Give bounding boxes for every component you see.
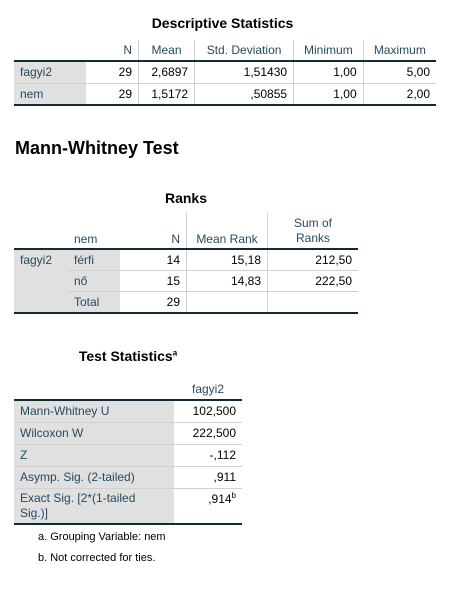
cell-n: 29 [166,294,180,309]
row-label: nem [14,83,86,105]
table-row [14,422,242,444]
table-row [14,61,436,83]
table-row [14,466,242,488]
row-label: Z [14,444,174,466]
col-sum-of-ranks [268,213,359,249]
ranks-title: Ranks [164,190,208,206]
row-variable: fagyi2 [14,249,68,313]
table-row [14,83,436,105]
row-label-line2: Sig.)] [20,505,49,520]
cell-mean-rank: 14,83 [187,270,268,291]
cell-value [174,488,242,524]
col-mean: Mean [139,40,195,61]
footnote-marker-b: b [231,490,236,500]
cell-value: -,112 [174,444,242,466]
row-label [14,488,174,524]
cell-min: 1,00 [294,61,364,83]
row-label-line1: Exact Sig. [2*(1-tailed [20,490,136,505]
cell-n: 29 [86,61,139,83]
cell-value-text: ,914 [208,491,232,506]
row-group: nő [68,270,120,291]
cell-mean-rank: 15,18 [187,249,268,270]
col-std-deviation: Std. Deviation [195,40,294,61]
footnote-a: a. Grouping Variable: nem [38,531,166,543]
cell-value: 102,500 [174,400,242,422]
cell-n: 29 [118,86,132,101]
test-statistics-table [14,378,242,525]
table-row [14,488,242,524]
row-label: Asymp. Sig. (2-tailed) [14,466,174,488]
footnote-marker-a: a [172,348,178,358]
descriptive-statistics-table [14,40,436,106]
footnote-b: b. Not corrected for ties. [38,552,156,564]
sum-of-ranks-line2: Ranks [295,231,330,245]
row-label: fagyi2 [14,61,86,83]
col-fagyi2: fagyi2 [191,381,225,396]
row-label: Mann-Whitney U [14,400,174,422]
table-row [14,400,242,422]
col-n: N [123,43,132,57]
cell-mean: 2,6897 [139,61,195,83]
cell-mean-rank [187,291,268,313]
descriptive-statistics-title: Descriptive Statistics [151,15,294,31]
col-maximum: Maximum [363,40,436,61]
col-minimum: Minimum [294,40,364,61]
sum-of-ranks-line1: Sum of [293,216,332,230]
cell-min: 1,00 [294,83,364,105]
cell-sum-of-ranks [268,291,359,313]
cell-value: 222,500 [174,422,242,444]
cell-n: 15 [120,270,187,291]
table-row [14,444,242,466]
row-group: Total [68,291,120,313]
cell-max: 2,00 [363,83,436,105]
col-n: N [171,232,180,246]
cell-value: ,911 [174,466,242,488]
test-statistics-title [14,348,242,364]
cell-max: 5,00 [363,61,436,83]
cell-sum-of-ranks: 222,50 [268,270,359,291]
cell-mean: 1,5172 [139,83,195,105]
cell-std: 1,51430 [195,61,294,83]
col-nem: nem [74,232,98,246]
col-mean-rank: Mean Rank [187,213,268,249]
section-title: Mann-Whitney Test [15,138,179,158]
cell-std: ,50855 [195,83,294,105]
row-group: férfi [68,249,120,270]
ranks-table [14,213,358,314]
cell-n: 14 [120,249,187,270]
cell-sum-of-ranks: 212,50 [268,249,359,270]
test-statistics-title-text: Test Statistics [78,348,173,364]
table-row [14,249,358,270]
row-label: Wilcoxon W [14,422,174,444]
